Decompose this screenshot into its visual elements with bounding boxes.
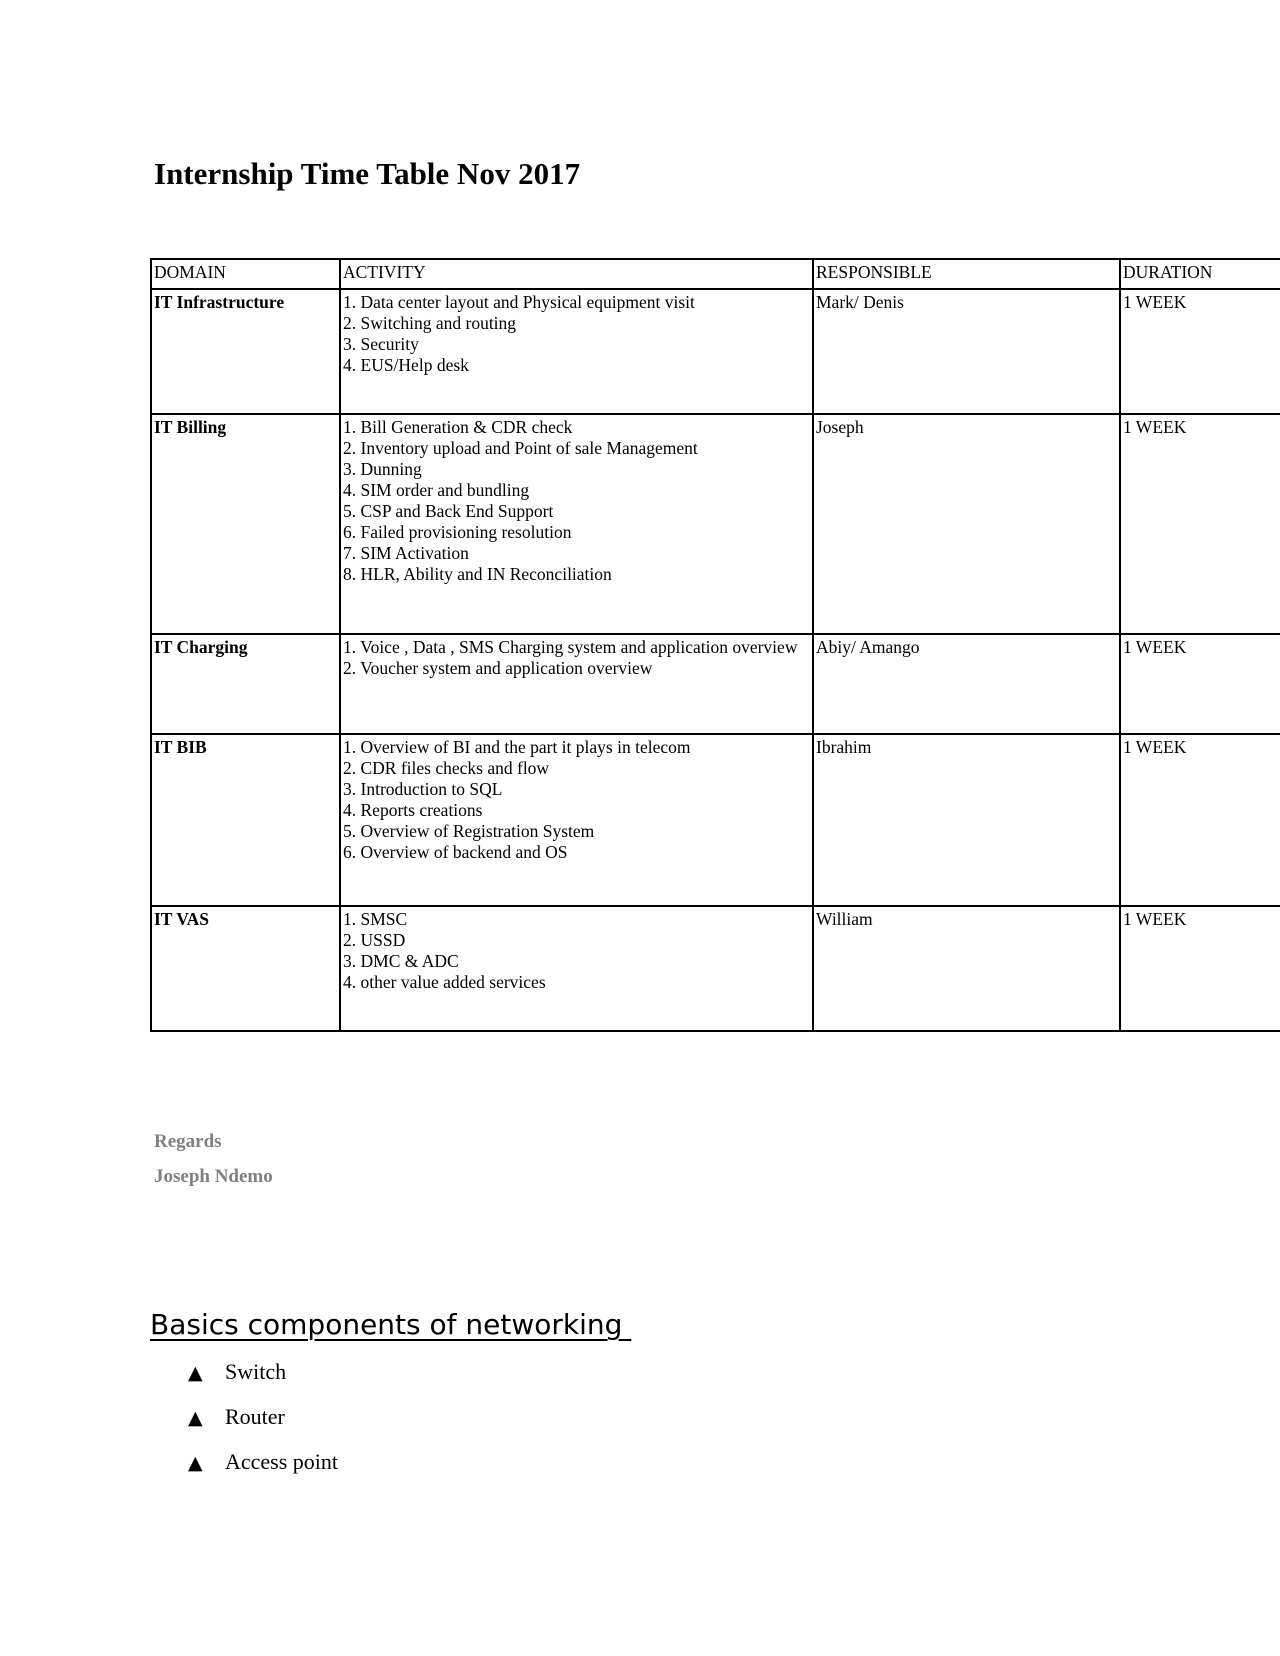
activity-cell — [340, 289, 813, 414]
activity-item: 1. Voice , Data , SMS Charging system and application overview — [343, 637, 798, 657]
list-item — [188, 1402, 338, 1447]
activity-item: 8. HLR, Ability and IN Reconciliation — [343, 564, 612, 584]
internship-timetable — [150, 258, 1280, 1032]
table-row — [151, 634, 1280, 734]
activity-cell — [340, 634, 813, 734]
duration-cell: 1 WEEK — [1120, 634, 1280, 734]
activity-item: 5. CSP and Back End Support — [343, 501, 554, 521]
activity-list — [343, 292, 810, 376]
activity-item: 2. Voucher system and application overview — [343, 658, 653, 678]
responsible-cell: William — [813, 906, 1120, 1031]
header-duration: DURATION — [1120, 259, 1280, 289]
duration-cell: 1 WEEK — [1120, 906, 1280, 1031]
header-domain: DOMAIN — [151, 259, 340, 289]
header-activity: ACTIVITY — [340, 259, 813, 289]
table-row — [151, 734, 1280, 906]
triangle-bullet-icon: ▲ — [188, 1407, 203, 1429]
activity-list — [343, 737, 810, 863]
component-label: Switch — [225, 1359, 287, 1384]
duration-cell: 1 WEEK — [1120, 414, 1280, 634]
activity-cell — [340, 906, 813, 1031]
responsible-cell: Ibrahim — [813, 734, 1120, 906]
signature-block — [154, 1124, 273, 1194]
activity-item: 1. Data center layout and Physical equipment visit — [343, 292, 695, 312]
domain-cell: IT Infrastructure — [151, 289, 340, 414]
activity-item: 6. Failed provisioning resolution — [343, 522, 572, 542]
activity-item: 2. Switching and routing — [343, 313, 517, 333]
responsible-cell: Joseph — [813, 414, 1120, 634]
activity-item: 3. DMC & ADC — [343, 951, 459, 971]
activity-list — [343, 909, 810, 993]
responsible-cell: Mark/ Denis — [813, 289, 1120, 414]
duration-cell: 1 WEEK — [1120, 289, 1280, 414]
activity-item: 6. Overview of backend and OS — [343, 842, 568, 862]
activity-item: 3. Introduction to SQL — [343, 779, 503, 799]
activity-item: 1. Overview of BI and the part it plays in telecom — [343, 737, 691, 757]
activity-list — [343, 637, 810, 679]
activity-list — [343, 417, 810, 585]
table-row — [151, 289, 1280, 414]
domain-cell: IT VAS — [151, 906, 340, 1031]
activity-item: 1. Bill Generation & CDR check — [343, 417, 573, 437]
domain-cell: IT BIB — [151, 734, 340, 906]
table-header-row — [151, 259, 1280, 289]
component-label: Access point — [225, 1449, 339, 1474]
timetable-body — [151, 289, 1280, 1031]
responsible-cell: Abiy/ Amango — [813, 634, 1120, 734]
activity-item: 1. SMSC — [343, 909, 408, 929]
page-title: Internship Time Table Nov 2017 — [154, 156, 581, 191]
activity-cell — [340, 734, 813, 906]
duration-cell: 1 WEEK — [1120, 734, 1280, 906]
networking-components-list — [188, 1357, 338, 1492]
activity-item: 4. other value added services — [343, 972, 546, 992]
activity-item: 5. Overview of Registration System — [343, 821, 595, 841]
table-row — [151, 414, 1280, 634]
list-item — [188, 1447, 338, 1492]
activity-item: 3. Dunning — [343, 459, 422, 479]
closing-text: Regards — [154, 1131, 222, 1152]
list-item — [188, 1357, 338, 1402]
signer-name: Joseph Ndemo — [154, 1166, 273, 1187]
activity-item: 4. Reports creations — [343, 800, 483, 820]
triangle-bullet-icon: ▲ — [188, 1362, 203, 1384]
domain-cell: IT Charging — [151, 634, 340, 734]
activity-item: 4. EUS/Help desk — [343, 355, 469, 375]
networking-heading: Basics components of networking — [150, 1308, 632, 1341]
activity-item: 2. Inventory upload and Point of sale Management — [343, 438, 698, 458]
triangle-bullet-icon: ▲ — [188, 1452, 203, 1474]
table-row — [151, 906, 1280, 1031]
activity-item: 2. USSD — [343, 930, 406, 950]
activity-item: 4. SIM order and bundling — [343, 480, 530, 500]
activity-item: 3. Security — [343, 334, 419, 354]
activity-item: 2. CDR files checks and flow — [343, 758, 550, 778]
activity-cell — [340, 414, 813, 634]
activity-item: 7. SIM Activation — [343, 543, 469, 563]
domain-cell: IT Billing — [151, 414, 340, 634]
header-responsible: RESPONSIBLE — [813, 259, 1120, 289]
component-label: Router — [225, 1404, 285, 1429]
